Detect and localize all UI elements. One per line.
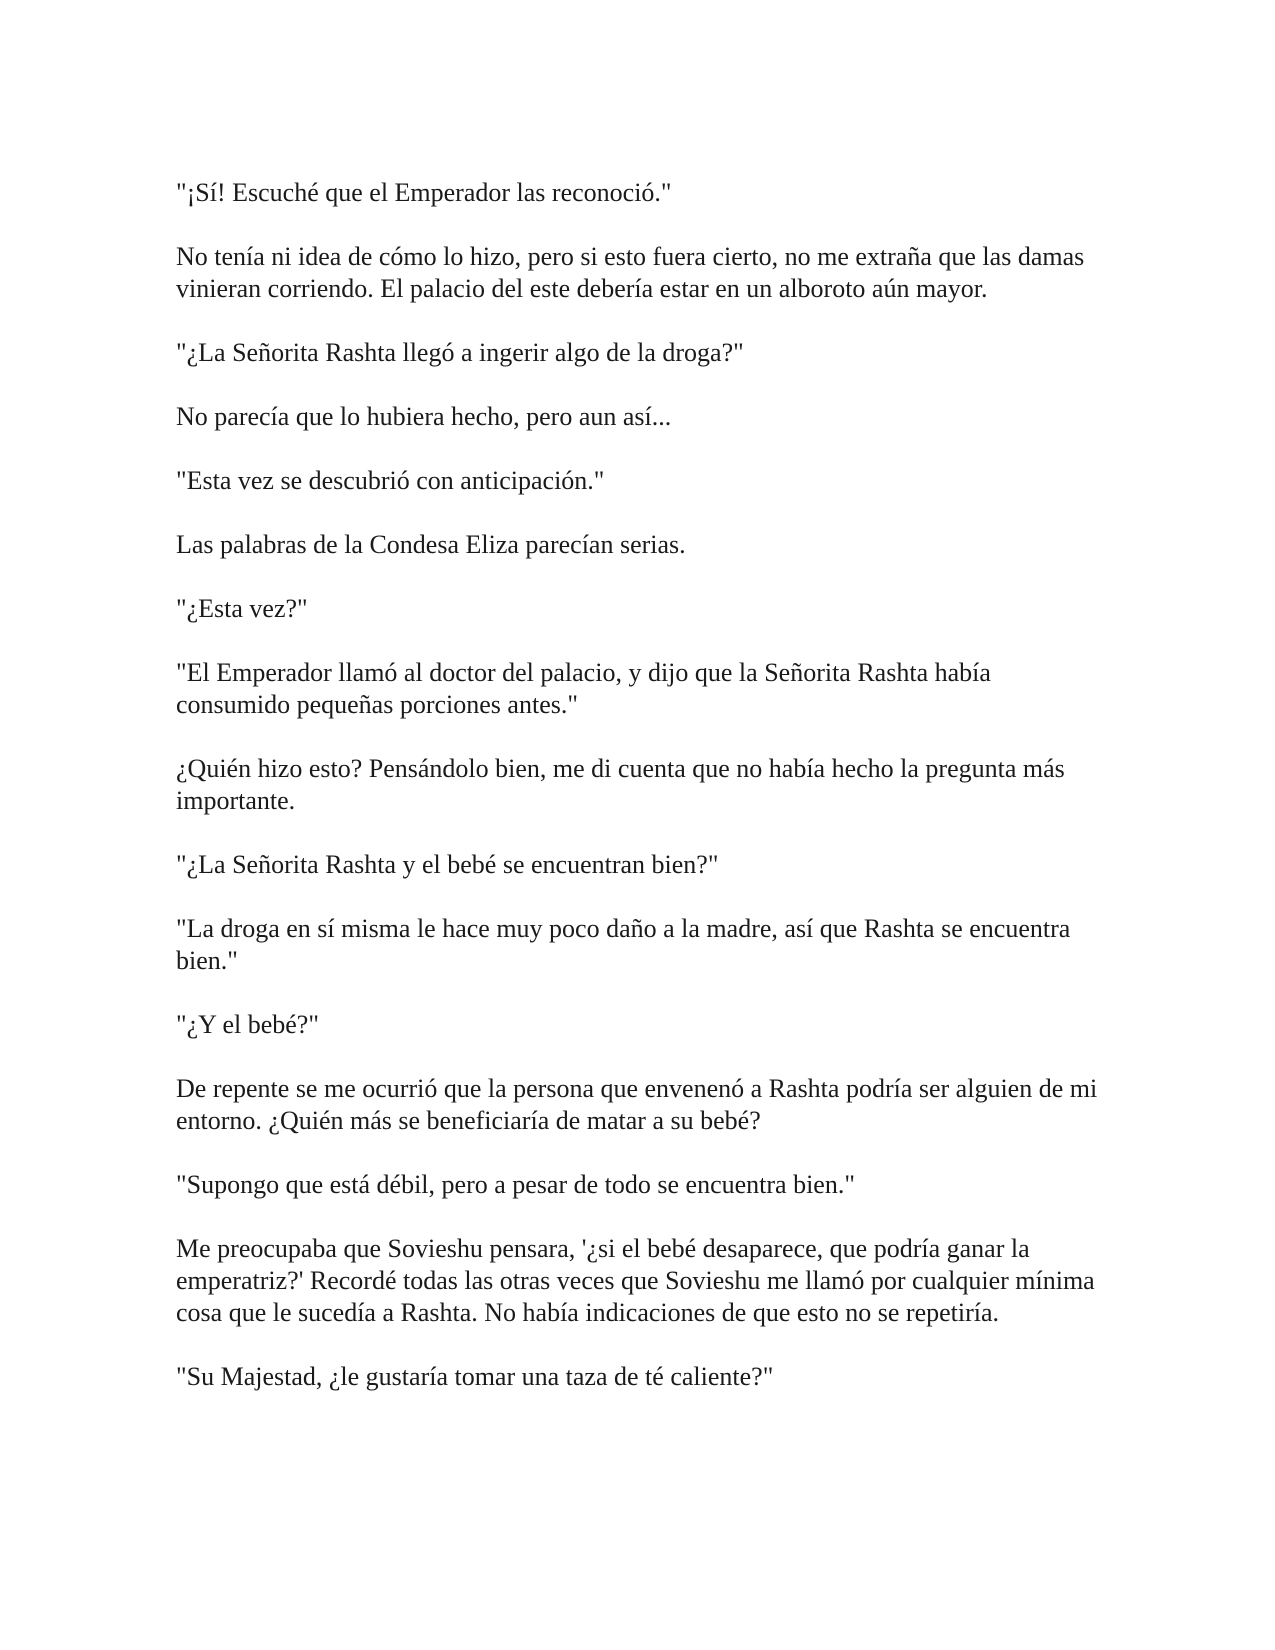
- paragraph-8: "El Emperador llamó al doctor del palacio, y dijo que la Señorita Rashta había consumido pequeñas porciones antes.": [176, 658, 991, 719]
- paragraph-10: "¿La Señorita Rashta y el bebé se encuentran bien?": [176, 850, 719, 879]
- paragraph-1: "¡Sí! Escuché que el Emperador las reconoció.": [176, 178, 672, 207]
- document-body: [176, 177, 1106, 1393]
- paragraph-5: "Esta vez se descubrió con anticipación.": [176, 466, 605, 495]
- paragraph-4: No parecía que lo hubiera hecho, pero aun así...: [176, 402, 672, 431]
- paragraph-11: "La droga en sí misma le hace muy poco daño a la madre, así que Rashta se encuentra bien.": [176, 914, 1071, 975]
- paragraph-6: Las palabras de la Condesa Eliza parecían serias.: [176, 530, 686, 559]
- paragraph-13: De repente se me ocurrió que la persona que envenenó a Rashta podría ser alguien de mi entorno. ¿Quién más se beneficiaría de matar a su bebé?: [176, 1074, 1098, 1135]
- paragraph-15: Me preocupaba que Sovieshu pensara, '¿si el bebé desaparece, que podría ganar la emperatriz?' Recordé todas las otras veces que Sovieshu me llamó por cualquier mínima cosa que le sucedía a Rashta. No había indicaciones de que esto no se repetiría.: [176, 1234, 1095, 1327]
- paragraph-14: "Supongo que está débil, pero a pesar de todo se encuentra bien.": [176, 1170, 855, 1199]
- paragraph-9: ¿Quién hizo esto? Pensándolo bien, me di cuenta que no había hecho la pregunta más importante.: [176, 754, 1065, 815]
- paragraph-3: "¿La Señorita Rashta llegó a ingerir algo de la droga?": [176, 338, 744, 367]
- paragraph-16: "Su Majestad, ¿le gustaría tomar una taza de té caliente?": [176, 1362, 774, 1391]
- paragraph-7: "¿Esta vez?": [176, 594, 308, 623]
- paragraph-2: No tenía ni idea de cómo lo hizo, pero si esto fuera cierto, no me extraña que las damas vinieran corriendo. El palacio del este debería estar en un alboroto aún mayor.: [176, 242, 1085, 303]
- paragraph-12: "¿Y el bebé?": [176, 1010, 319, 1039]
